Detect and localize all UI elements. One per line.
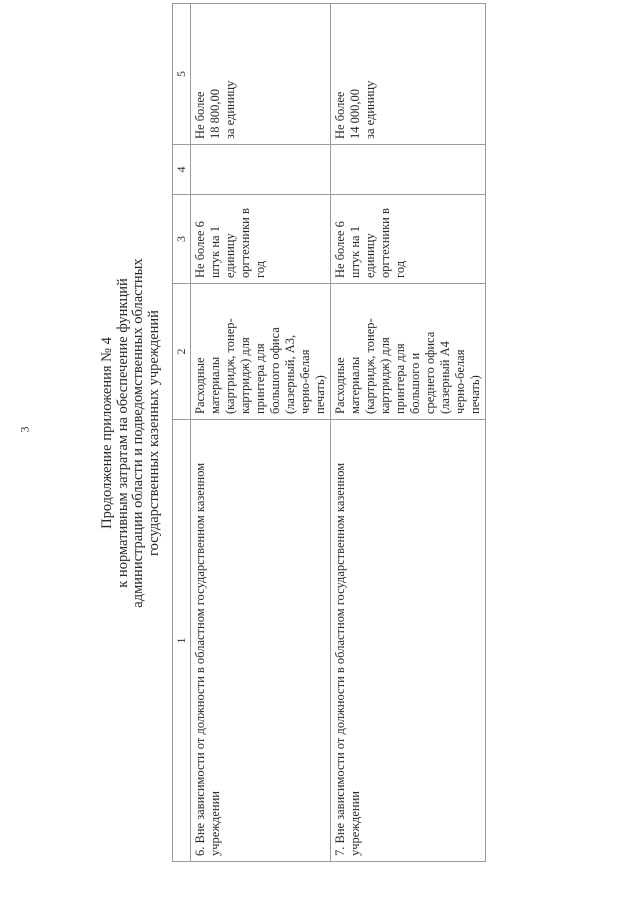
cell-line: Не более 6 bbox=[333, 221, 347, 278]
cell-line: материалы bbox=[348, 356, 362, 414]
cell-line: (лазерный, А3, bbox=[283, 334, 297, 414]
column-header: 5 bbox=[173, 4, 191, 145]
quantity-cell bbox=[191, 195, 331, 284]
cell-line: принтера для bbox=[253, 343, 267, 414]
cell-line: штук на 1 bbox=[348, 226, 362, 278]
norms-table bbox=[172, 3, 486, 862]
cell-line: единицу bbox=[223, 233, 237, 278]
cell-line: принтера для bbox=[393, 343, 407, 414]
item-cell bbox=[191, 284, 331, 420]
cell-line: (картридж, тонер- bbox=[223, 318, 237, 414]
page-number: 3 bbox=[17, 426, 32, 433]
column-header: 4 bbox=[173, 145, 191, 195]
cell-line: большого офиса bbox=[268, 327, 282, 414]
cell-line: за единицу bbox=[223, 80, 237, 139]
cell-line: 18 800,00 bbox=[208, 89, 222, 139]
cell-line: год bbox=[393, 260, 407, 278]
cell-line: печать) bbox=[313, 375, 327, 414]
cell-line: оргтехники в bbox=[238, 208, 252, 278]
cell-line: печать) bbox=[468, 375, 482, 414]
cell-line: Расходные bbox=[333, 357, 347, 414]
rotated-page-content bbox=[99, 4, 482, 862]
heading-line-2: к нормативным затратам на обеспечение функций bbox=[114, 278, 131, 588]
cell-line: картридж) для bbox=[378, 337, 392, 414]
appendix-heading bbox=[100, 4, 162, 862]
cell-line: (картридж, тонер- bbox=[363, 318, 377, 414]
cell-line: Не более bbox=[193, 91, 207, 139]
price-cell bbox=[191, 4, 331, 145]
column-header: 3 bbox=[173, 195, 191, 284]
column-header: 1 bbox=[173, 420, 191, 862]
cell-line: черно-белая bbox=[453, 349, 467, 414]
column-header: 2 bbox=[173, 284, 191, 420]
cell-line: 14 000,00 bbox=[348, 89, 362, 139]
quantity-cell bbox=[331, 195, 486, 284]
table-row bbox=[191, 4, 331, 862]
heading-line-4: государственных казенных учреждений bbox=[145, 310, 162, 556]
cell-line: единицу bbox=[363, 233, 377, 278]
empty-cell bbox=[331, 145, 486, 195]
cell-line: за единицу bbox=[363, 80, 377, 139]
heading-line-3: администрации области и подведомственных областных bbox=[130, 258, 146, 608]
cell-line: среднего офиса bbox=[423, 331, 437, 414]
cell-line: материалы bbox=[208, 356, 222, 414]
empty-cell bbox=[191, 145, 331, 195]
cell-line: Не более bbox=[333, 91, 347, 139]
cell-line: оргтехники в bbox=[378, 208, 392, 278]
cell-line: штук на 1 bbox=[208, 226, 222, 278]
heading-line-1: Продолжение приложения № 4 bbox=[99, 337, 115, 529]
cell-line: Расходные bbox=[193, 357, 207, 414]
table-row bbox=[331, 4, 486, 862]
cell-line: черно-белая bbox=[298, 349, 312, 414]
item-cell bbox=[331, 284, 486, 420]
cell-line: год bbox=[253, 260, 267, 278]
position-cell: 7. Вне зависимости от должности в областном государственном казенном учреждении bbox=[331, 420, 486, 862]
table-header-row bbox=[173, 4, 191, 862]
cell-line: картридж) для bbox=[238, 337, 252, 414]
cell-line: (лазерный А4 bbox=[438, 341, 452, 414]
price-cell bbox=[331, 4, 486, 145]
position-cell: 6. Вне зависимости от должности в областном государственном казенном учреждении bbox=[191, 420, 331, 862]
cell-line: большого и bbox=[408, 352, 422, 414]
cell-line: Не более 6 bbox=[193, 221, 207, 278]
